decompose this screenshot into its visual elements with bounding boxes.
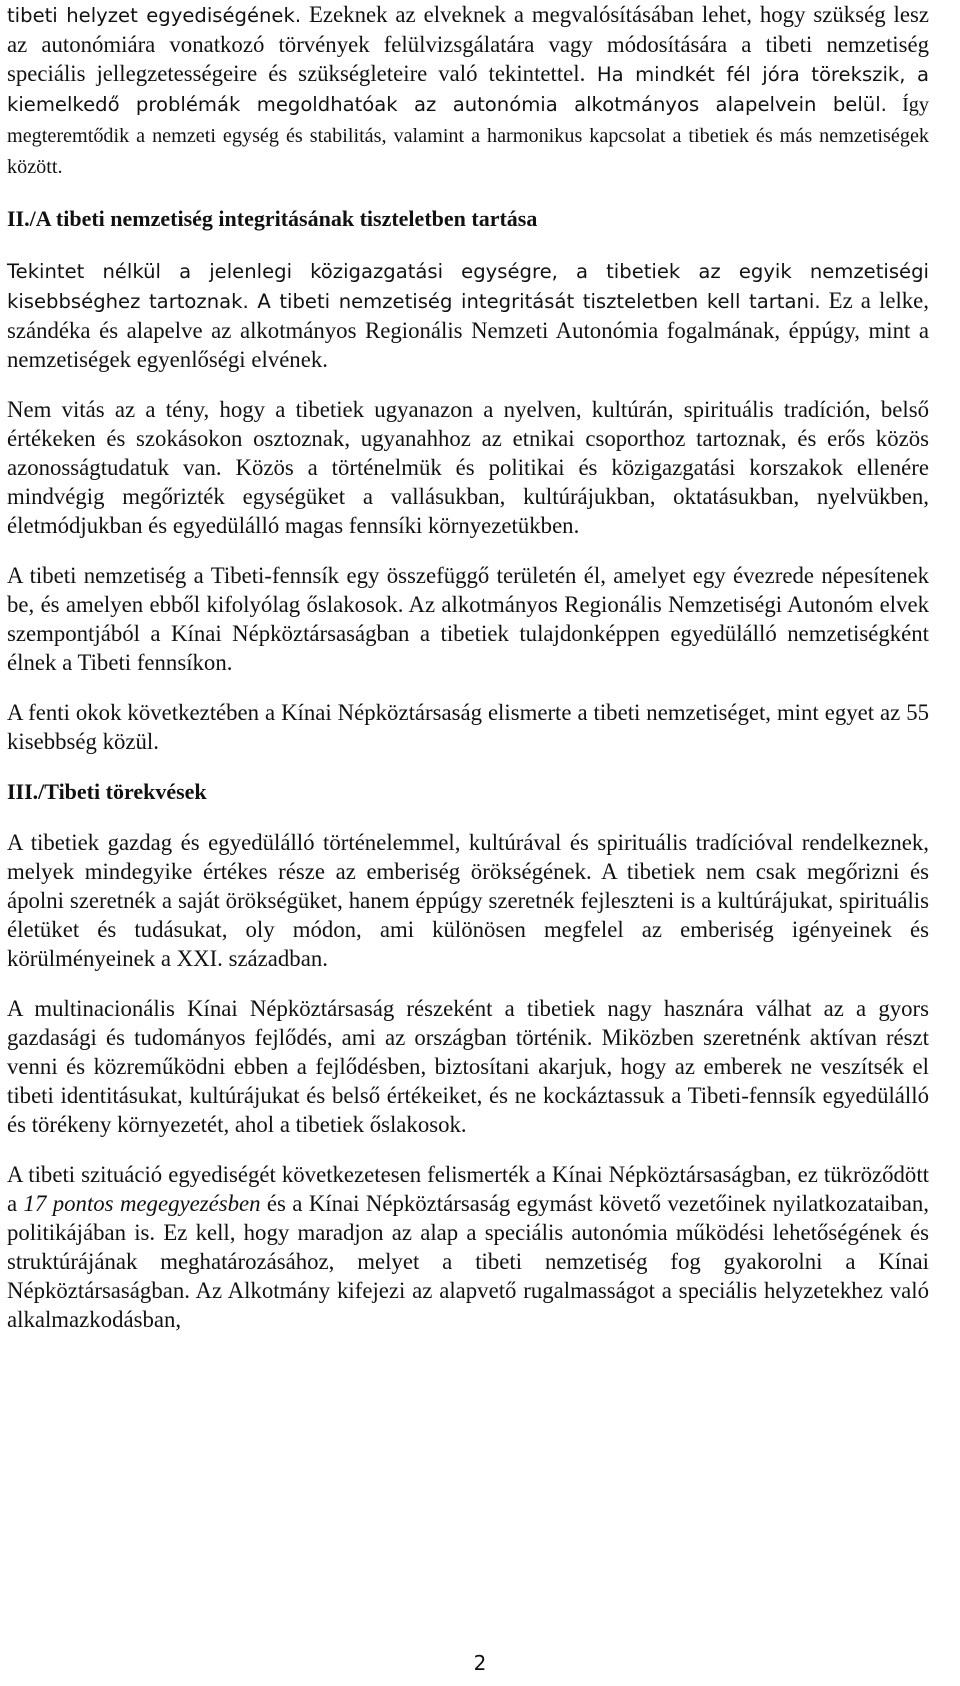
paragraph-1-part-c: Ha mindkét fél jóra törekszik, a kiemelkedő problémák megoldhatóak az autonómia alkotmányos alapelvein belül. [7,63,929,116]
paragraph-2-part-b: Ez a lelke, szándéka és alapelve az alkotmányos Regionális Nemzeti Autonómia fogalmának, éppúgy, mint a nemzetiségek egyenlőségi elvének. [7,288,929,372]
section-heading-3: III./Tibeti törekvések [7,779,207,804]
paragraph-3: Nem vitás az a tény, hogy a tibetiek ugyanazon a nyelven, kultúrán, spirituális tradíción, belső értékeken és szokásokon osztoznak, ugyanahhoz az etnikai csoporthoz tartoznak, és erős közös azonosságtudatuk van. Közös a történelmük és politikai és közigazgatási korszakok ellenére mindvégig megőrizték egységüket a vallásukban, kultúrájukban, oktatásukban, nyelvükben, életmódjukban és egyedülálló magas fennsíki környezetükben. [7,397,929,538]
paragraph-1-part-d: Így megteremtődik a nemzeti egység és stabilitás, valamint a harmonikus kapcsolat a tibetiek és más nemzetiségek között. [7,94,929,178]
paragraph-2-part-a: Tekintet nélkül a jelenlegi közigazgatási egységre, a tibetiek az egyik nemzetiségi kisebbséghez tartoznak. A tibeti nemzetiség integritását tiszteletben kell tartani. [7,260,929,313]
document-page [7,0,929,1334]
paragraph-6: A tibetiek gazdag és egyedülálló történelemmel, kultúrával és spirituális tradícióval rendelkeznek, melyek mindegyike értékes része az emberiség örökségének. A tibetiek nem csak megőrizni és ápolni szeretnék a saját örökségüket, hanem éppúgy szeretnék fejleszteni is a kultúrájukat, spirituális életüket és tudásukat, oly módon, ami különösen megfelel az emberiség igényeinek és körülményeinek a XXI. században. [7,830,929,971]
paragraph-2 [7,256,929,374]
paragraph-4: A tibeti nemzetiség a Tibeti-fennsík egy összefüggő területén él, amelyet egy évezrede népesítenek be, és amelyen ebből kifolyólag őslakosok. Az alkotmányos Regionális Nemzetiségi Autonóm elvek szempontjából a Kínai Népköztársaságban a tibetiek tulajdonképpen egyedülálló nemzetiségként élnek a Tibeti fennsíkon. [7,563,929,675]
paragraph-1 [7,0,929,182]
paragraph-8 [7,1160,929,1334]
page-number: 2 [473,1651,487,1675]
paragraph-7: A multinacionális Kínai Népköztársaság részeként a tibetiek nagy hasznára válhat az a gyors gazdasági és tudományos fejlődés, ami az országban történik. Miközben szeretnénk aktívan részt venni és közreműködni ebben a fejlődésben, biztosítani akarjuk, hogy az emberek ne veszítsék el tibeti identitásukat, kultúrájukat és belső értékeiket, és ne kockáztassuk a Tibeti-fennsík egyedülálló és törékeny környezetét, ahol a tibetiek őslakosok. [7,996,929,1137]
section-heading-2: II./A tibeti nemzetiség integritásának tiszteletben tartása [7,206,538,231]
paragraph-1-part-a: tibeti helyzet egyediségének. [7,4,302,27]
paragraph-1-part-b: Ezeknek az elveknek a megvalósításában lehet, hogy szükség lesz az autonómiára vonatkozó törvények felülvizsgálatára vagy módosítására a tibeti nemzetiség speciális jellegzetességeire és szükségleteire való tekintettel. [7,2,929,86]
paragraph-5: A fenti okok következtében a Kínai Népköztársaság elismerte a tibeti nemzetiséget, mint egyet az 55 kisebbség közül. [7,700,929,754]
paragraph-8-part-b: és a Kínai Népköztársaság egymást követő vezetőinek nyilatkozataiban, politikájában is. Ez kell, hogy maradjon az alap a speciális autonómia működési lehetőségének és struktúrájának meghatározásához, melyet a tibeti nemzetiség fog gyakorolni a Kínai Népköztársaságban. Az Alkotmány kifejezi az alapvető rugalmasságot a speciális helyzetekhez való alkalmazkodásban, [7,1191,929,1332]
paragraph-8-emphasis: 17 pontos megegyezésben [23,1191,261,1216]
paragraph-8-part-a: A tibeti szituáció egyediségét következetesen felismerték a Kínai Népköztársaságban, ez tükröződött a [7,1162,929,1216]
